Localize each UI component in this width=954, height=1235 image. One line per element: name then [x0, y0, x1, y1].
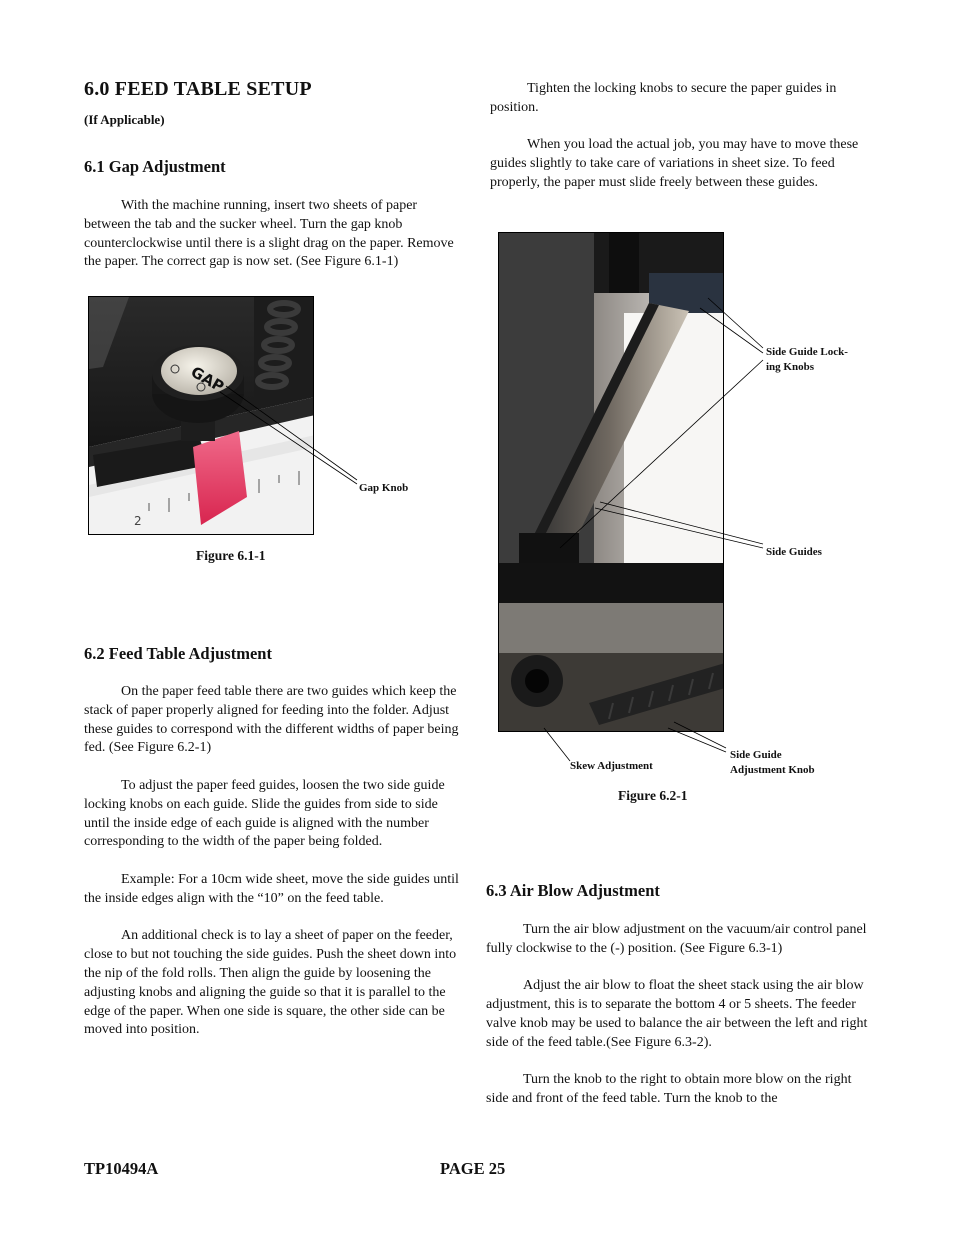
feed-table-guides-photo [498, 232, 724, 732]
gap-text [84, 197, 464, 272]
paragraph: An additional check is to lay a sheet of paper on the feeder, close to but not touching the side guides. Push the sheet down into the nip of the fold rolls. Then align the guide by loosening the adjusting knobs and aligning the guide so that it is parallel to the edge of the paper. When one side is square, the other side can be moved into position. [84, 928, 457, 1038]
callout-line: Side Guide [730, 749, 782, 761]
section-heading-feed-table: 6.2 Feed Table Adjustment [84, 644, 272, 663]
paragraph: On the paper feed table there are two guides which keep the stack of paper properly aligned for feeding into the folder. Adjust these guides to correspond with the different widths of paper being fed. (See Figure 6.2-1) [84, 684, 459, 756]
page-title: 6.0 FEED TABLE SETUP [84, 78, 312, 100]
page-subtitle: (If Applicable) [84, 112, 165, 127]
knob-label: GAP [187, 362, 228, 396]
paragraph: Adjust the air blow to float the sheet stack using the air blow adjustment, this is to separate the bottom 4 or 5 sheets. The feeder valve knob may be used to balance the air between the left and right side of the feed table.(See Figure 6.3-2). [486, 978, 868, 1050]
section-heading-air-blow: 6.3 Air Blow Adjustment [486, 881, 660, 900]
figure-caption-6-1-1: Figure 6.1-1 [196, 548, 266, 563]
paragraph: With the machine running, insert two sheets of paper between the tab and the sucker wheel. Turn the gap knob counterclockwise until there is a slight drag on the paper. Remove the paper. The correct gap is now set. (See Figure 6.1-1) [84, 198, 454, 270]
paragraph: To adjust the paper feed guides, loosen the two side guide locking knobs on each guide. Slide the guides from side to side until the inside edge of each guide is aligned with the number corresponding to the width of the paper being folded. [84, 777, 445, 850]
footer-page-number: PAGE 25 [440, 1159, 506, 1178]
callout-line: ing Knobs [766, 361, 814, 373]
callout-side-guide-locking-knobs [766, 345, 848, 375]
figure-caption-6-2-1: Figure 6.2-1 [618, 788, 688, 803]
footer-doc-number: TP10494A [84, 1159, 159, 1178]
callout-line: Side Guide Lock- [766, 346, 848, 358]
callout-side-guides: Side Guides [766, 546, 822, 558]
callout-side-guide-adjustment-knob [730, 748, 815, 778]
feed-table-text [84, 683, 466, 1040]
paragraph: Example: For a 10cm wide sheet, move the side guides until the inside edges align with the “10” on the feed table. [84, 871, 459, 906]
gap-knob-photo [88, 296, 314, 535]
callout-line: Adjustment Knob [730, 764, 815, 776]
paragraph: Turn the air blow adjustment on the vacuum/air control panel fully clockwise to the (-) position. (See Figure 6.3-1) [486, 922, 867, 956]
gap-knob-illustration [89, 297, 314, 535]
callout-skew-adjustment: Skew Adjustment [570, 760, 653, 772]
section-heading-gap: 6.1 Gap Adjustment [84, 157, 226, 176]
paragraph: When you load the actual job, you may have to move these guides slightly to take care of variations in sheet size. To feed properly, the paper must slide freely between these guides. [490, 137, 859, 190]
paragraph: Tighten the locking knobs to secure the paper guides in position. [490, 81, 837, 115]
paragraph: Turn the knob to the right to obtain more blow on the right side and front of the feed table. Turn the knob to the [486, 1072, 852, 1107]
ruler-number: 2 [134, 514, 142, 528]
feed-table-illustration [499, 233, 724, 732]
callout-gap-knob: Gap Knob [359, 482, 409, 494]
right-column-text [490, 80, 865, 193]
air-blow-text [486, 921, 870, 1109]
